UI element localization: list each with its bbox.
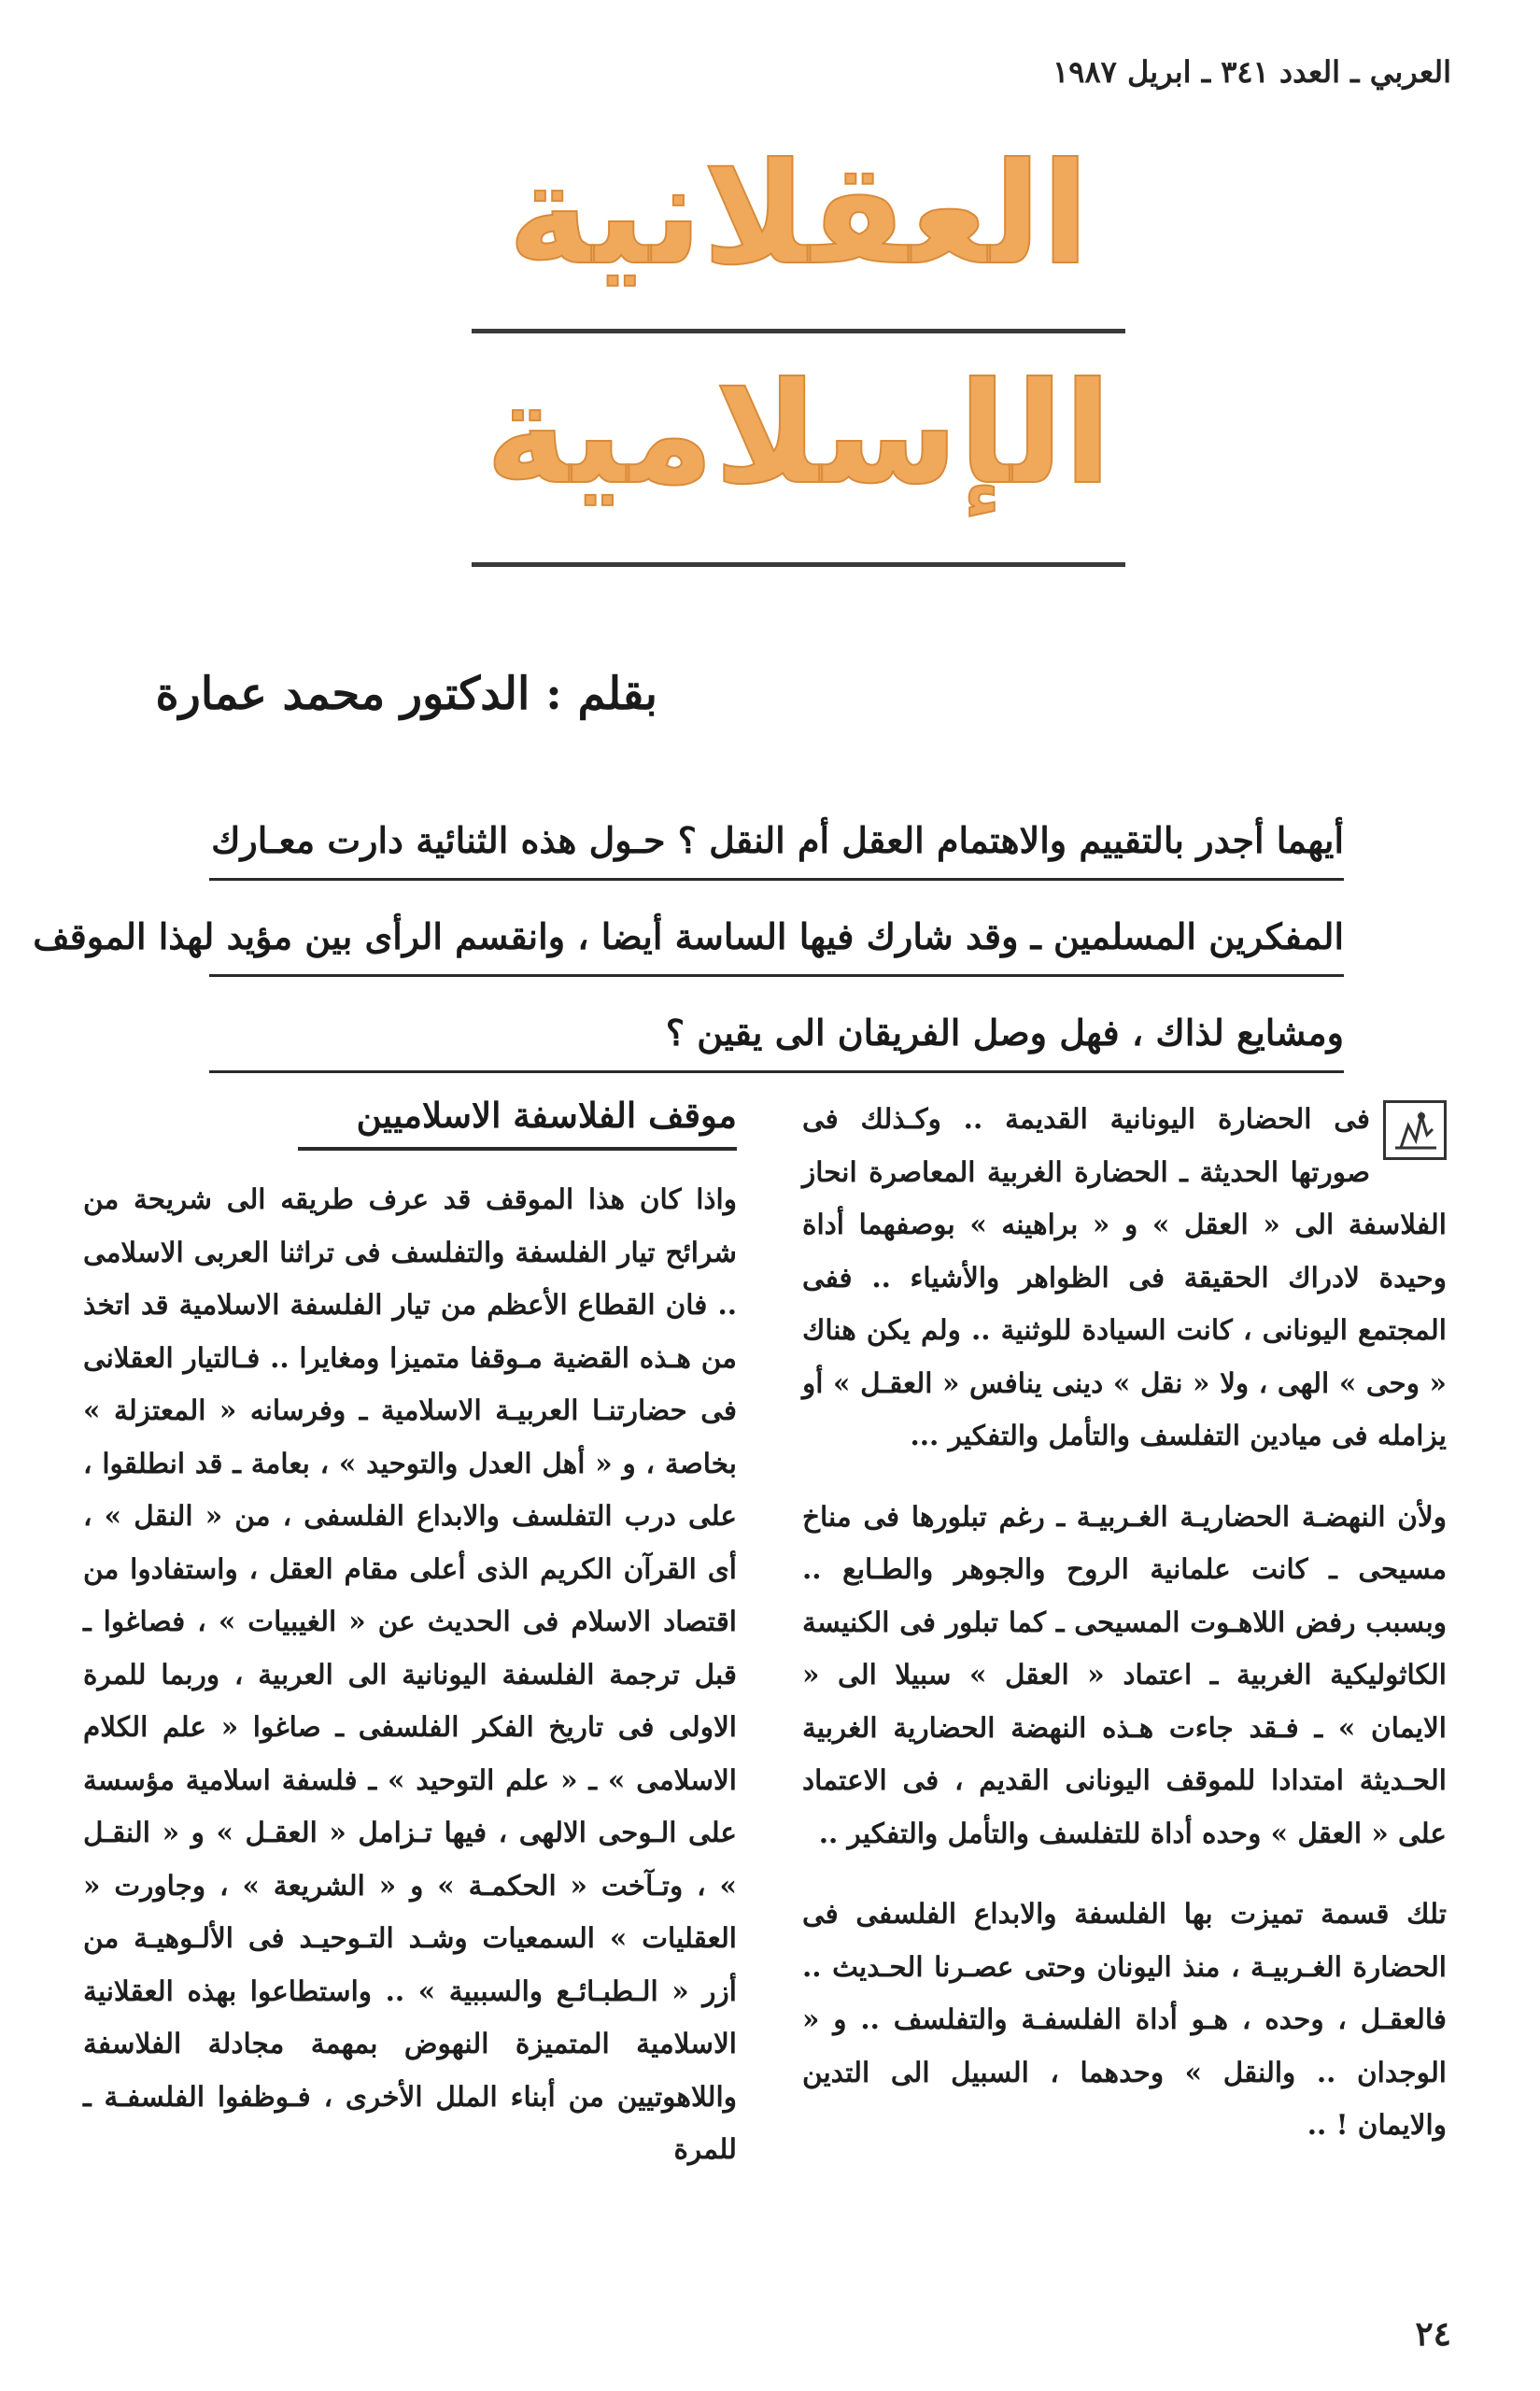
right-column bbox=[802, 1093, 1447, 2180]
title-divider bbox=[472, 562, 1125, 567]
author-byline: بقلم : الدكتور محمد عمارة bbox=[155, 668, 657, 720]
lead-line: المفكرين المسلمين ـ وقد شارك فيها الساسة أيضا ، وانقسم الرأى بين مؤيد لهذا الموقف bbox=[209, 881, 1344, 977]
body-paragraph: فى الحضارة اليونانية القديمة .. وكـذلك فى صورتها الحديثة ـ الحضارة الغربية المعاصرة انحاز الفلاسفة الى « العقل » و « براهينه » بوصفهما أداة وحيدة لادراك الحقيقة فى الظواهر والأشياء .. ففى المجتمع اليونانى ، كانت السيادة للوثنية .. ولم يكن هناك « وحى » الهى ، ولا « نقل » دينى ينافس « العقـل » أو يزامله فى ميادين التفلسف والتأمل والتفكير ... bbox=[802, 1102, 1447, 1451]
title-line-1: العقلانية bbox=[507, 134, 1090, 296]
article-title bbox=[472, 131, 1125, 579]
running-header: العربي ـ العدد ٣٤١ ـ ابريل ١٩٨٧ bbox=[1053, 54, 1451, 90]
body-paragraph: تلك قسمة تميزت بها الفلسفة والابداع الفلسفى فى الحضارة الغـربيـة ، منذ اليونان وحتى عصـرنا الحـديث .. فالعقـل ، وحده ، هـو أداة الفلسفـة والتفلسف .. و « الوجدان .. والنقل » وحدهما ، السبيل الى التدين والايمان ! .. bbox=[802, 1897, 1447, 2141]
title-line-2: الإسلامية bbox=[485, 353, 1112, 516]
title-divider bbox=[472, 329, 1125, 333]
left-column bbox=[83, 1093, 737, 2204]
section-heading: موقف الفلاسفة الاسلاميين bbox=[298, 1093, 737, 1151]
body-paragraph: واذا كان هذا الموقف قد عرف طريقه الى شريحة من شرائح تيار الفلسفة والتفلسف فى تراثنا العربى الاسلامى .. فان القطاع الأعظم من تيار الفلسفة الاسلامية قد اتخذ من هـذه القضية مـوقفا متميزا ومغايرا .. فـالتيار العقلانى فى حضارتنـا العربيـة الاسلامية ـ وفرسانه « المعتزلة » بخاصة ، و « أهل العدل والتوحيد » ، بعامة ـ قد انطلقوا ، على درب التفلسف والابداع الفلسفى ، من « النقل » ، أى القرآن الكريم الذى أعلى مقام العقل ، واستفادوا من اقتصاد الاسلام فى الحديث عن « الغيبيات » ، فصاغوا ـ قبل ترجمة الفلسفة اليونانية الى العربية ، وربما للمرة الاولى فى تاريخ الفكر الفلسفى ـ صاغوا « علم الكلام الاسلامى » ـ « علم التوحيد » ـ فلسفة اسلامية مؤسسة على الـوحى الالهى ، فيها تـزامل « العقـل » و « النقـل » ، وتـآخت « الحكمـة » و « الشريعة » ، وجاورت « العقليات » السمعيات وشـد التـوحيـد فى الألـوهيـة من أزر « الـطبـائـع والسببية » .. واستطاعوا بهذه العقلانية الاسلامية المتميزة النهوض بمهمة مجادلة الفلاسفة واللاهوتيين من أبناء الملل الأخرى ، فـوظفوا الفلسفـة ـ للمرة bbox=[83, 1182, 737, 2165]
body-paragraph: ولأن النهضـة الحضاريـة الغـربيـة ـ رغم تبلورها فى مناخ مسيحى ـ كانت علمانية الروح والجوهر والطـابع .. وبسبب رفض اللاهـوت المسيحى ـ كما تبلور فى الكنيسة الكاثوليكية الغربية ـ اعتماد « العقل » سبيلا الى « الايمان » ـ فـقد جاءت هـذه النهضة الحضارية الغربية الحـديثة امتدادا للموقف اليونانى القديم ، فى الاعتماد على « العقل » وحده أداة للتفلسف والتأمل والتفكير .. bbox=[802, 1499, 1447, 1849]
page-number: ٢٤ bbox=[1415, 2314, 1451, 2354]
lead-line: أيهما أجدر بالتقييم والاهتمام العقل أم النقل ؟ حـول هذه الثنائية دارت معـارك bbox=[209, 785, 1344, 881]
lead-line: ومشايع لذاك ، فهل وصل الفريقان الى يقين ؟ bbox=[209, 977, 1344, 1073]
decorative-drop-icon bbox=[1383, 1100, 1447, 1160]
lead-paragraph bbox=[33, 785, 1344, 1073]
